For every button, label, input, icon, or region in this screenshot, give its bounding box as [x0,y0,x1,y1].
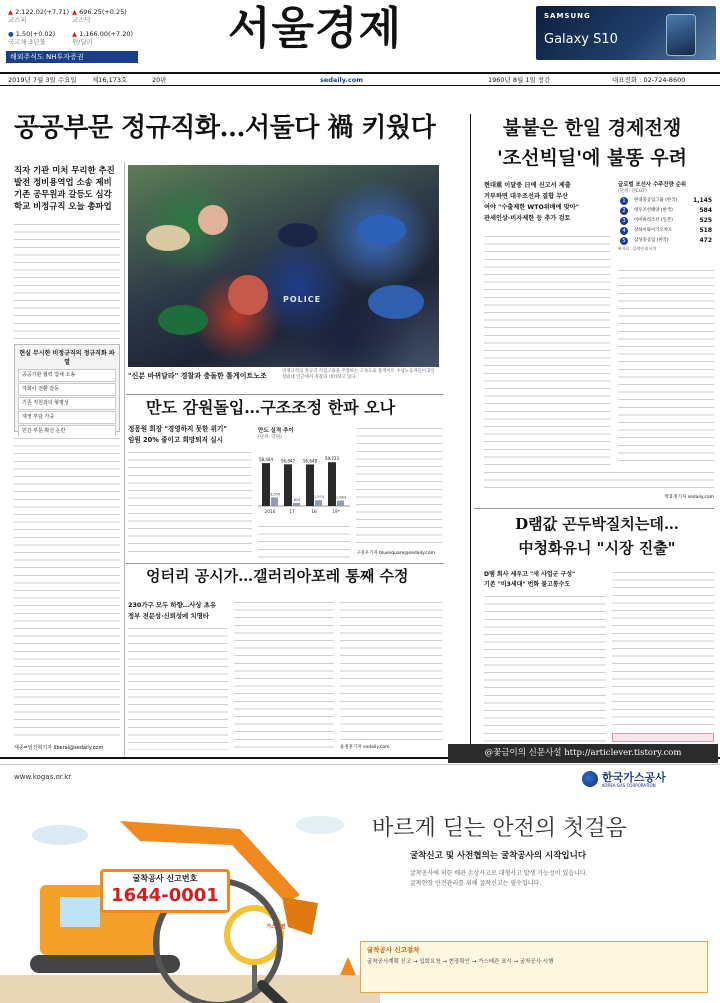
side-subhead: 여야 "수출제한 WTO위배에 맞아" [484,204,579,211]
rank-badge: 4 [620,227,628,235]
dram-body-text-2 [612,570,714,730]
dram-subhead: D램 회사 세우고 "새 사업군 구성" [484,571,576,578]
mando-subheads [128,424,252,446]
chart-svg [258,440,350,520]
section-divider [474,508,714,509]
mando-headline[interactable]: 만도 감원돌입…구조조정 한파 오나 [146,398,396,417]
sign-text: 가스안전 [266,924,286,930]
lead-subheads [14,164,120,212]
founded-date: 1960년 8월 1일 창간 [488,76,551,84]
lead-subhead: 학교 비정규직 오늘 총파업 [14,201,112,211]
phone-icon [666,14,696,56]
ranking-row [618,226,714,236]
hotline-box[interactable] [100,869,230,913]
police-label: POLICE [283,295,322,304]
ad-body-line: 굴착공사에 의한 배관 손상사고로 대형사고 발생 가능성이 있습니다. [410,870,588,877]
lead-subhead: 직자 기관 미처 무리한 추진 [14,165,115,175]
phone-number: 대표전화 : 02-724-8600 [612,76,686,84]
sales-bar [328,462,336,506]
op-profit-bar [337,501,344,506]
side-subhead: 관세인상·비자제한 등 추가 검토 [484,215,571,222]
galleria-body-text-2 [234,600,334,750]
side-subhead: 현대重 이달중 日에 신고서 제출 [484,182,571,189]
side-headline-1[interactable]: 불붙은 한일 경제전쟁 [502,117,682,139]
procedure-steps: 굴착공사계획 신고 → 입회요청 → 현장확인 → 가스배관 표시 → 굴착공사 시행 [367,959,554,965]
hotline-label: 굴착공사 신고번호 [132,874,198,883]
op-profit-label: 3,050 [269,492,281,497]
lead-body-text-2 [14,436,120,742]
sales-label: 58,444 [259,457,273,463]
sales-bar [306,464,314,506]
rank-name: 현대중공업그룹 (한국) [634,198,678,203]
op-profit-bar [271,497,278,506]
ticker-won-dollar: ▲ 1,166.00(+7.20) 원/달러 [72,30,134,46]
procedure-box [360,941,708,993]
kogas-name-en: KOREA GAS CORPORATION [602,783,656,788]
ad-body [410,869,710,889]
rank-value: 1,145 [693,197,712,204]
gas-safety-sign-inner [230,911,278,959]
year-tick: 18 [311,510,317,515]
mando-body-text-2 [258,524,350,558]
mando-body-text-3 [356,426,442,548]
rank-name: 이마바리조선 (일본) [634,218,673,223]
samsung-logo: SAMSUNG [544,12,591,20]
fact-box [14,344,120,432]
op-profit-label: 1,974 [313,495,325,500]
ad-url[interactable]: www.kogas.or.kr [14,773,72,781]
ranking-unit: (단위: 만CGT) [618,189,647,194]
galleria-body-text [128,626,228,750]
rank-badge: 5 [620,237,628,245]
protest-photo[interactable] [128,165,439,367]
side-byline: 박효정기자 sedaily.com [664,495,714,500]
year-tick: 2016 [264,510,276,515]
galleria-subheads [128,600,228,622]
fact-box-item: 자회사 전환 갈등 [18,383,116,396]
procedure-title: 굴착공사 신고절차 [367,946,420,954]
galleria-body-text-3 [340,600,442,742]
side-subhead: 거부하면 대우조선과 결합 무산 [484,193,569,200]
fact-box-item: 민간 부문 확산 논란 [18,425,116,438]
galleria-byline: 윤정훈기자 sedaily.com [340,745,390,750]
edition: 20판 [152,76,167,84]
samsung-product: Galaxy S10 [544,32,618,47]
sales-bar [284,464,292,506]
lead-headline[interactable]: 공공부문 정규직화…서둘다 禍 키웠다 [14,113,436,143]
masthead [0,0,720,76]
side-subheads [484,180,614,224]
ad-subheadline: 굴착신고 및 사전협의는 굴착공사의 시작입니다 [410,851,587,861]
mando-subhead: 정몽원 회장 "경영하지 못한 위기" [128,425,227,433]
traffic-cone [340,957,356,975]
fact-box-item: 기존 직원과의 형평성 [18,397,116,410]
dram-headline-1[interactable]: D램값 곤두박질치는데… [515,515,679,533]
ranking-table [618,196,714,246]
ranking-source: ※자료: 클락슨리서치 [618,246,657,251]
ranking-row [618,236,714,246]
sales-label: 59,723 [325,456,339,462]
dateline [0,72,720,86]
year-tick: 19* [332,510,340,515]
op-profit-bar [293,503,300,506]
op-profit-label: 825 [293,498,301,502]
excavator-cab-window [60,897,100,927]
dram-body-text [484,594,606,742]
fact-box-item: 공공기관 협력 업체 소송 [18,369,116,382]
sponsor-banner[interactable]: 해외주식도 NH투자증권 [6,51,138,63]
ticker-bond: ● 1.50(+0.02) 국고채 3년물 [8,30,56,46]
chart-title: 만도 실적 추이 [258,428,294,434]
rank-value: 584 [699,207,712,214]
ranking-row [618,206,714,216]
site-link[interactable]: sedaily.com [320,76,363,84]
rank-name: 삼성중공업 (한국) [634,238,669,243]
sales-bar [262,463,270,506]
galleria-headline[interactable]: 엉터리 공시가…갤러리아포레 통째 수정 [146,567,409,585]
newspaper-title: 서울경제 [227,3,402,54]
ad-body-line: 굴착현장 안전관리를 위해 굴착신고는 필수입니다. [410,880,542,887]
ranking-row [618,196,714,206]
ad-headline: 바르게 딛는 안전의 첫걸음 [372,816,627,841]
rank-value: 518 [699,227,712,234]
issue-date: 2019년 7월 3일 수요일 [8,76,77,84]
rank-value: 525 [699,217,712,224]
galleria-subhead: 정부 전문성·신뢰성에 치명타 [128,612,209,620]
rank-name: 상하이와이가오차오 [634,228,673,233]
dram-headline-2[interactable]: 中청화유니 "시장 진출" [518,539,676,557]
mando-chart [258,426,350,522]
photo-caption-title: "신분 바뀌달라" 경찰과 충돌한 톨게이트노조 [128,372,267,380]
sales-label: 56,847 [281,458,295,464]
blog-watermark[interactable]: @꽃금이의 신문사설 http://articlever.tistory.com [448,744,718,763]
kogas-emblem-icon [582,771,598,787]
rank-badge: 3 [620,217,628,225]
ticker-kosdaq: ▲ 696.25(+0.25) 코스닥 [72,8,127,24]
lead-body-text [14,222,120,340]
side-headline-2[interactable]: '조선빅딜'에 불똥 우려 [496,147,688,169]
kogas-name: 한국가스공사 [602,771,666,784]
rank-value: 472 [699,237,712,244]
rank-name: 대우조선해양 (한국) [634,208,673,213]
fact-box-item: 재정 부담 가중 [18,411,116,424]
lead-subhead: 기존 공무원과 갈등도 심각 [14,189,112,199]
sign-post [252,965,257,991]
ticker-kospi: ▲ 2,122.02(+7.71) 코스피 [8,8,70,24]
op-profit-label: 1,864 [335,495,347,500]
kogas-logo [576,767,716,791]
side-body-text-2 [618,268,714,466]
rank-badge: 2 [620,207,628,215]
cloud [32,825,88,845]
section-divider [126,563,444,564]
photo-caption: 비정규직의 정규직 직접고용을 주장하는 고속도로 톨게이트 수납노동자들이 2일 청와대 인근에서 경찰과 대치하고 있다. [282,369,435,380]
column-divider [470,114,471,758]
cloud [296,816,344,834]
column-divider [124,162,125,758]
rank-badge: 1 [620,197,628,205]
ranking-row [618,216,714,226]
fact-box-title: 현실 무시한 비정규직의 정규직화 파열 [19,350,115,366]
lead-byline: 세종=임진혁기자 liberal@sedaily.com [14,745,104,751]
kogas-ad[interactable] [0,764,720,1003]
side-body-text [484,234,610,466]
dram-promo-bar [612,733,714,742]
galleria-subhead: 230가구 모두 하향…사상 초유 [128,601,217,609]
issue-number: 제16,173호 [92,76,128,84]
side-body-text-3 [484,470,714,494]
sales-label: 56,648 [303,458,317,464]
hotline-number[interactable]: 1644-0001 [111,885,219,906]
year-tick: 17 [289,510,295,515]
ranking-title: 글로벌 조선사 수주잔량 순위 [618,182,687,188]
mando-body-text [128,450,252,558]
shipbuilder-ranking [618,180,714,264]
mando-subhead: 임원 20% 줄이고 희망퇴직 실시 [128,436,224,444]
samsung-ad[interactable] [536,6,716,60]
dram-subhead: 기존 "비3세대" 번화 불고통수도 [484,581,571,588]
chart-unit: (단위: 억원) [258,435,282,440]
mando-byline: 구경우기자 bluesquare@sedaily.com [356,551,436,556]
op-profit-bar [315,500,322,506]
dram-subheads [484,570,606,590]
lead-subhead: 발전 정비용역업 소송 제비 [14,177,112,187]
section-divider [126,394,444,395]
